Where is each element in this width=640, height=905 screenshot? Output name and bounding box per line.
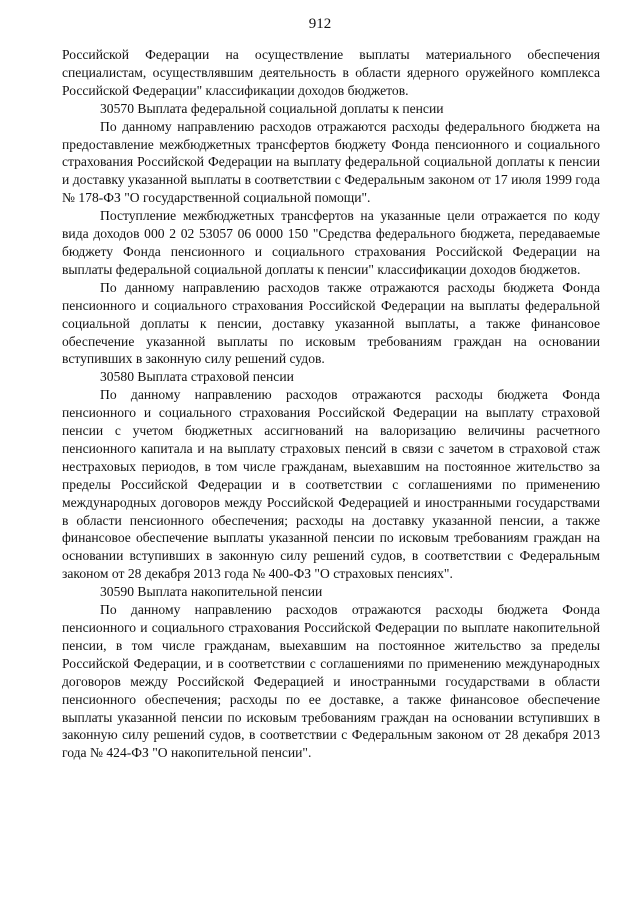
paragraph: По данному направлению расходов отражаются расходы бюджета Фонда пенсионного и социального страхования Российской Федерации на выплату страховой пенсии с учетом бюджетных ассигнований на валоризацию величины расчетного пенсионного капитала и на выплату страховых пенсий в связи с зачетом в страховой стаж нестраховых периодов, в том числе гражданам, выехавшим на постоянное жительство за пределы Российской Федерации и в соответствии с соглашениями по применению международных договоров между Российской Федерацией и иностранными государствами в области пенсионного обеспечения; расходы на доставку указанной пенсии, а также финансовое обеспечение выплаты указанной пенсии по исковым требованиям граждан на основании вступивших в законную силу решений судов, в соответствии с Федеральным законом от 28 декабря 2013 года № 400-ФЗ "О страховых пенсиях". bbox=[62, 387, 600, 582]
paragraph-continuation: Российской Федерации на осуществление выплаты материального обеспечения специалистам, осуществлявшим деятельность в области ядерного оружейного комплекса Российской Федерации" классификации доходов бюджетов. bbox=[62, 47, 600, 98]
paragraph: По данному направлению расходов также отражаются расходы бюджета Фонда пенсионного и социального страхования Российской Федерации на выплаты федеральной социальной доплаты к пенсии, доставку указанной выплаты, а также финансовое обеспечение указанной выплаты по исковым требованиям граждан на основании вступивших в законную силу решений судов. bbox=[62, 279, 600, 367]
document-body bbox=[62, 46, 600, 762]
paragraph: По данному направлению расходов отражаются расходы бюджета Фонда пенсионного и социального страхования Российской Федерации по выплате накопительной пенсии, в том числе гражданам, выехавшим на постоянное жительство за пределы Российской Федерации, и в соответствии с соглашениями по применению международных договоров между Российской Федерацией и иностранными государствами в области пенсионного обеспечения; расходы по ее доставке, а также финансовое обеспечение выплаты указанной пенсии по исковым требованиям граждан на основании вступивших в законную силу решений судов, в соответствии с Федеральным законом от 28 декабря 2013 года № 424-ФЗ "О накопительной пенсии". bbox=[62, 602, 600, 761]
page-number: 912 bbox=[308, 16, 332, 32]
paragraph: Поступление межбюджетных трансфертов на указанные цели отражается по коду вида доходов 000 2 02 53057 06 0000 150 "Средства федерального бюджета, передаваемые бюджету Фонда пенсионного и социального страхования Российской Федерации на выплаты федеральной социальной доплаты к пенсии" классификации доходов бюджетов. bbox=[62, 208, 600, 277]
section-heading-30590: 30590 Выплата накопительной пенсии bbox=[100, 584, 323, 600]
section-heading-30570: 30570 Выплата федеральной социальной доплаты к пенсии bbox=[100, 100, 444, 116]
section-heading-30580: 30580 Выплата страховой пенсии bbox=[100, 369, 294, 385]
paragraph: По данному направлению расходов отражаются расходы федерального бюджета на предоставление межбюджетных трансфертов бюджету Фонда пенсионного и социального страхования Российской Федерации на выплату федеральной социальной доплаты к пенсии и доставку указанной выплаты в соответствии с Федеральным законом от 17 июля 1999 года № 178-ФЗ "О государственной социальной помощи". bbox=[62, 118, 600, 206]
